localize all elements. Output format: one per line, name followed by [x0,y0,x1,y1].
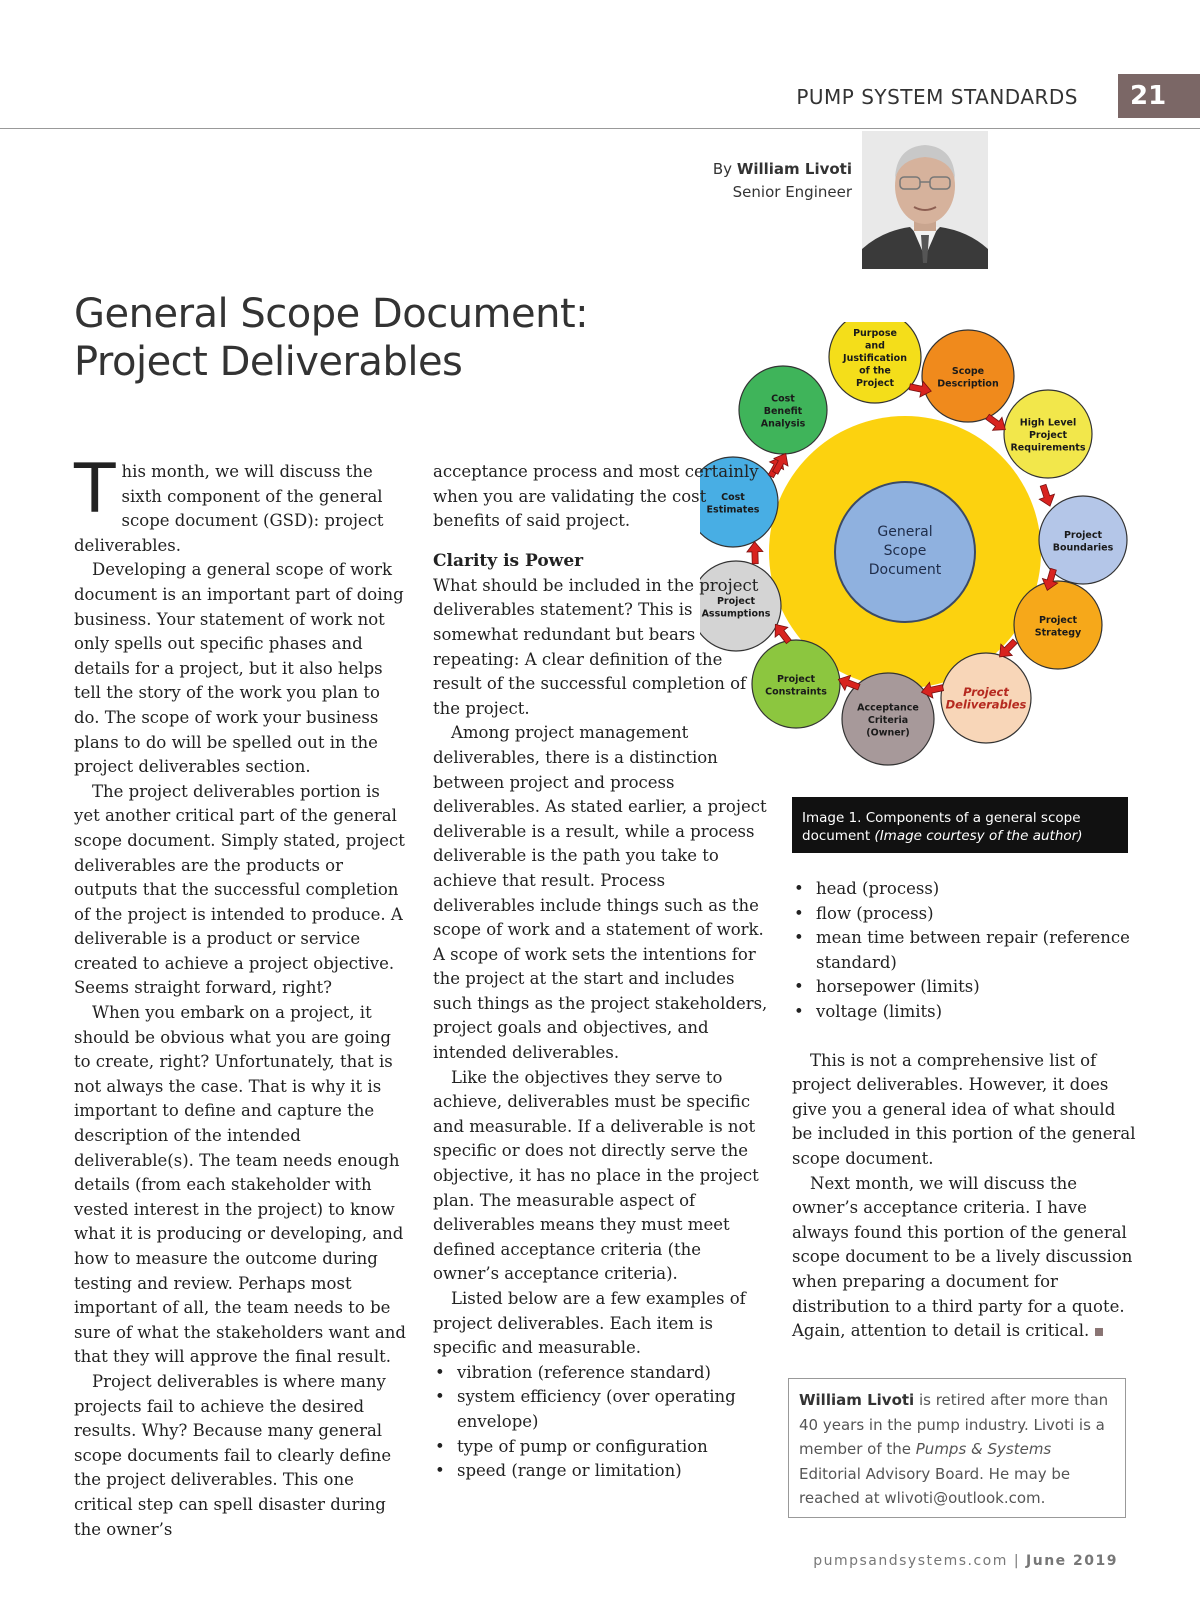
paragraph: When you embark on a project, it should be obvious what you are going to create, right? Unfortunately, that is not always the case. That is why it is important to define and capture the description of the intended deliverable(s). The team needs enough details (from each stakeholder with vested interest in the project) to know what it is producing or developing, and how to measure the outcome during testing and review. Perhaps most important of all, the team needs to be sure of what the stakeholders want and that they will approve the final result. [74,1003,406,1367]
node-label: Project [1038,614,1078,626]
node-label: Deliverables [945,697,1027,712]
list-item: • horsepower (limits) [792,975,1137,1000]
node-label: Project [855,378,895,389]
byline [713,158,852,204]
bio-text-2: Editorial Advisory Board. He may be reached at wlivoti@outlook.com. [799,1464,1071,1507]
caption-credit: (Image courtesy of the author) [874,828,1083,844]
node-label: Purpose [853,328,897,339]
center-label: Document [868,562,942,578]
intro-paragraph [74,450,409,558]
column-3 [792,877,1137,1344]
footer-date: June 2019 [1026,1553,1118,1569]
page-number: 21 [1118,74,1200,118]
caption-text: Image 1. Components of a general scope document [802,810,1081,844]
list-item: • system efficiency (over operating envelope) [433,1385,768,1434]
center-label: General [877,524,933,540]
node-label: Project [963,684,1009,699]
author-bio [788,1378,1126,1518]
byline-author: William Livoti [736,160,852,178]
node-label: Assumptions [701,608,771,620]
node-label: Criteria [867,715,909,726]
title-line-1: General Scope Document: [74,291,589,337]
node-label: Cost [771,393,795,405]
title-line-2: Project Deliverables [74,339,463,385]
paragraph: What should be included in the project deliverables statement? This is somewhat redundant but bears repeating: A clear definition of the result of the successful completion of the project. [433,575,759,718]
node-label: Project [1063,529,1103,541]
end-mark [1095,1328,1103,1336]
node-label: Benefit [763,406,803,417]
node-label: Boundaries [1052,542,1114,554]
footer-separator: | [1013,1553,1021,1569]
list-item: • type of pump or configuration [433,1435,768,1460]
node-label: Project [776,673,816,685]
bio-name: William Livoti [799,1391,915,1409]
node-label: Description [937,378,999,390]
gsd-diagram-svg [700,322,1160,792]
node-label: and [865,340,885,352]
node-label: Acceptance [857,702,919,714]
section-heading: Clarity is Power [433,550,584,571]
node-label: Analysis [760,418,806,430]
paragraph: The project deliverables portion is yet another critical part of the general scope document. Simply stated, project deliverables are the products or outputs that the successful completion of the project is intended to produce. A deliverable is a product or service created to achieve a project objective. Seems straight forward, right? [74,781,405,998]
paragraph: Developing a general scope of work document is an important part of doing business. Your statement of work not only spells out specific phases and details for a project, but it also helps tell the story of the work you plan to do. The scope of work your business plans to do will be spelled out in the project deliverables section. [74,560,404,777]
bio-magazine: Pumps & Systems [915,1440,1052,1458]
arrow-shape [1036,483,1058,509]
node-label: High Level [1019,417,1077,429]
list-item: • vibration (reference standard) [433,1361,768,1386]
node-label: Constraints [765,686,827,698]
column-2 [433,460,768,1484]
list-item: • voltage (limits) [792,1000,1137,1025]
gsd-diagram [700,322,1160,792]
list-item: • head (process) [792,877,1137,902]
paragraph: Listed below are a few examples of project deliverables. Each item is specific and measurable. [433,1289,746,1358]
node-label: Cost [721,491,745,503]
node-label: Estimates [706,504,760,516]
bio-text-1: is retired after more than 40 years in the pump industry. Livoti is a member of the [799,1391,1109,1458]
node-label: Justification [843,353,907,364]
column-1 [74,450,409,1542]
closing-paragraph [792,1172,1137,1344]
node-label: Project [1028,430,1068,441]
list-item: • flow (process) [792,902,1137,927]
footer-site: pumpsandsystems.com [813,1553,1008,1569]
center-label: Scope [883,543,927,559]
node-label: Strategy [1034,627,1082,639]
deliverables-list-continued [792,877,1137,1025]
node-label: (Owner) [866,727,910,739]
paragraph: acceptance process and most certainly when you are validating the cost benefits of said project. [433,462,759,531]
closing-text: Next month, we will discuss the owner’s acceptance criteria. I have always found this portion of the general scope document to be a lively discussion when preparing a document for distribution to a third party for a quote. Again, attention to detail is critical. [792,1173,1133,1341]
node-label: Scope [951,365,985,377]
figure-caption [792,797,1128,853]
page-footer [813,1553,1118,1569]
drop-cap: T [74,450,116,529]
intro-text: his month, we will discuss the sixth component of the general scope document (GSD): project deliverables. [74,462,384,555]
list-item: • mean time between repair (reference standard) [792,926,1137,975]
paragraph: Among project management deliverables, there is a distinction between project and process deliverables. As stated earlier, a project deliverable is a result, while a process deliverable is the path you take to achieve that result. Process deliverables include things such as the scope of work and a statement of work. A scope of work sets the intentions for the project at the start and includes such things as the project stakeholders, project goals and objectives, and intended deliverables. [433,723,768,1063]
flow-arrow [1036,483,1058,509]
node-label: Project [716,595,756,607]
header-divider [0,128,1200,129]
byline-by: By [712,160,733,178]
article-title [74,290,588,386]
paragraph: Project deliverables is where many projects fail to achieve the desired results. Why? Because many general scope documents fail to clearly define the project deliverables. This one critical step can spell disaster during the owner’s [74,1371,392,1539]
list-item: • speed (range or limitation) [433,1459,768,1484]
paragraph: This is not a comprehensive list of project deliverables. However, it does give you a general idea of what should be included in this portion of the general scope document. [792,1050,1136,1168]
byline-role: Senior Engineer [732,183,852,201]
deliverables-list [433,1361,768,1484]
section-label: PUMP SYSTEM STANDARDS [796,85,1078,109]
author-photo [862,131,988,269]
paragraph: Like the objectives they serve to achieve, deliverables must be specific and measurable. If a deliverable is not specific or does not directly serve the objective, it has no place in the project plan. The measurable aspect of deliverables means they must meet defined acceptance criteria (the owner’s acceptance criteria). [433,1067,759,1284]
node-label: of the [859,365,891,377]
node-label: Requirements [1010,442,1086,454]
